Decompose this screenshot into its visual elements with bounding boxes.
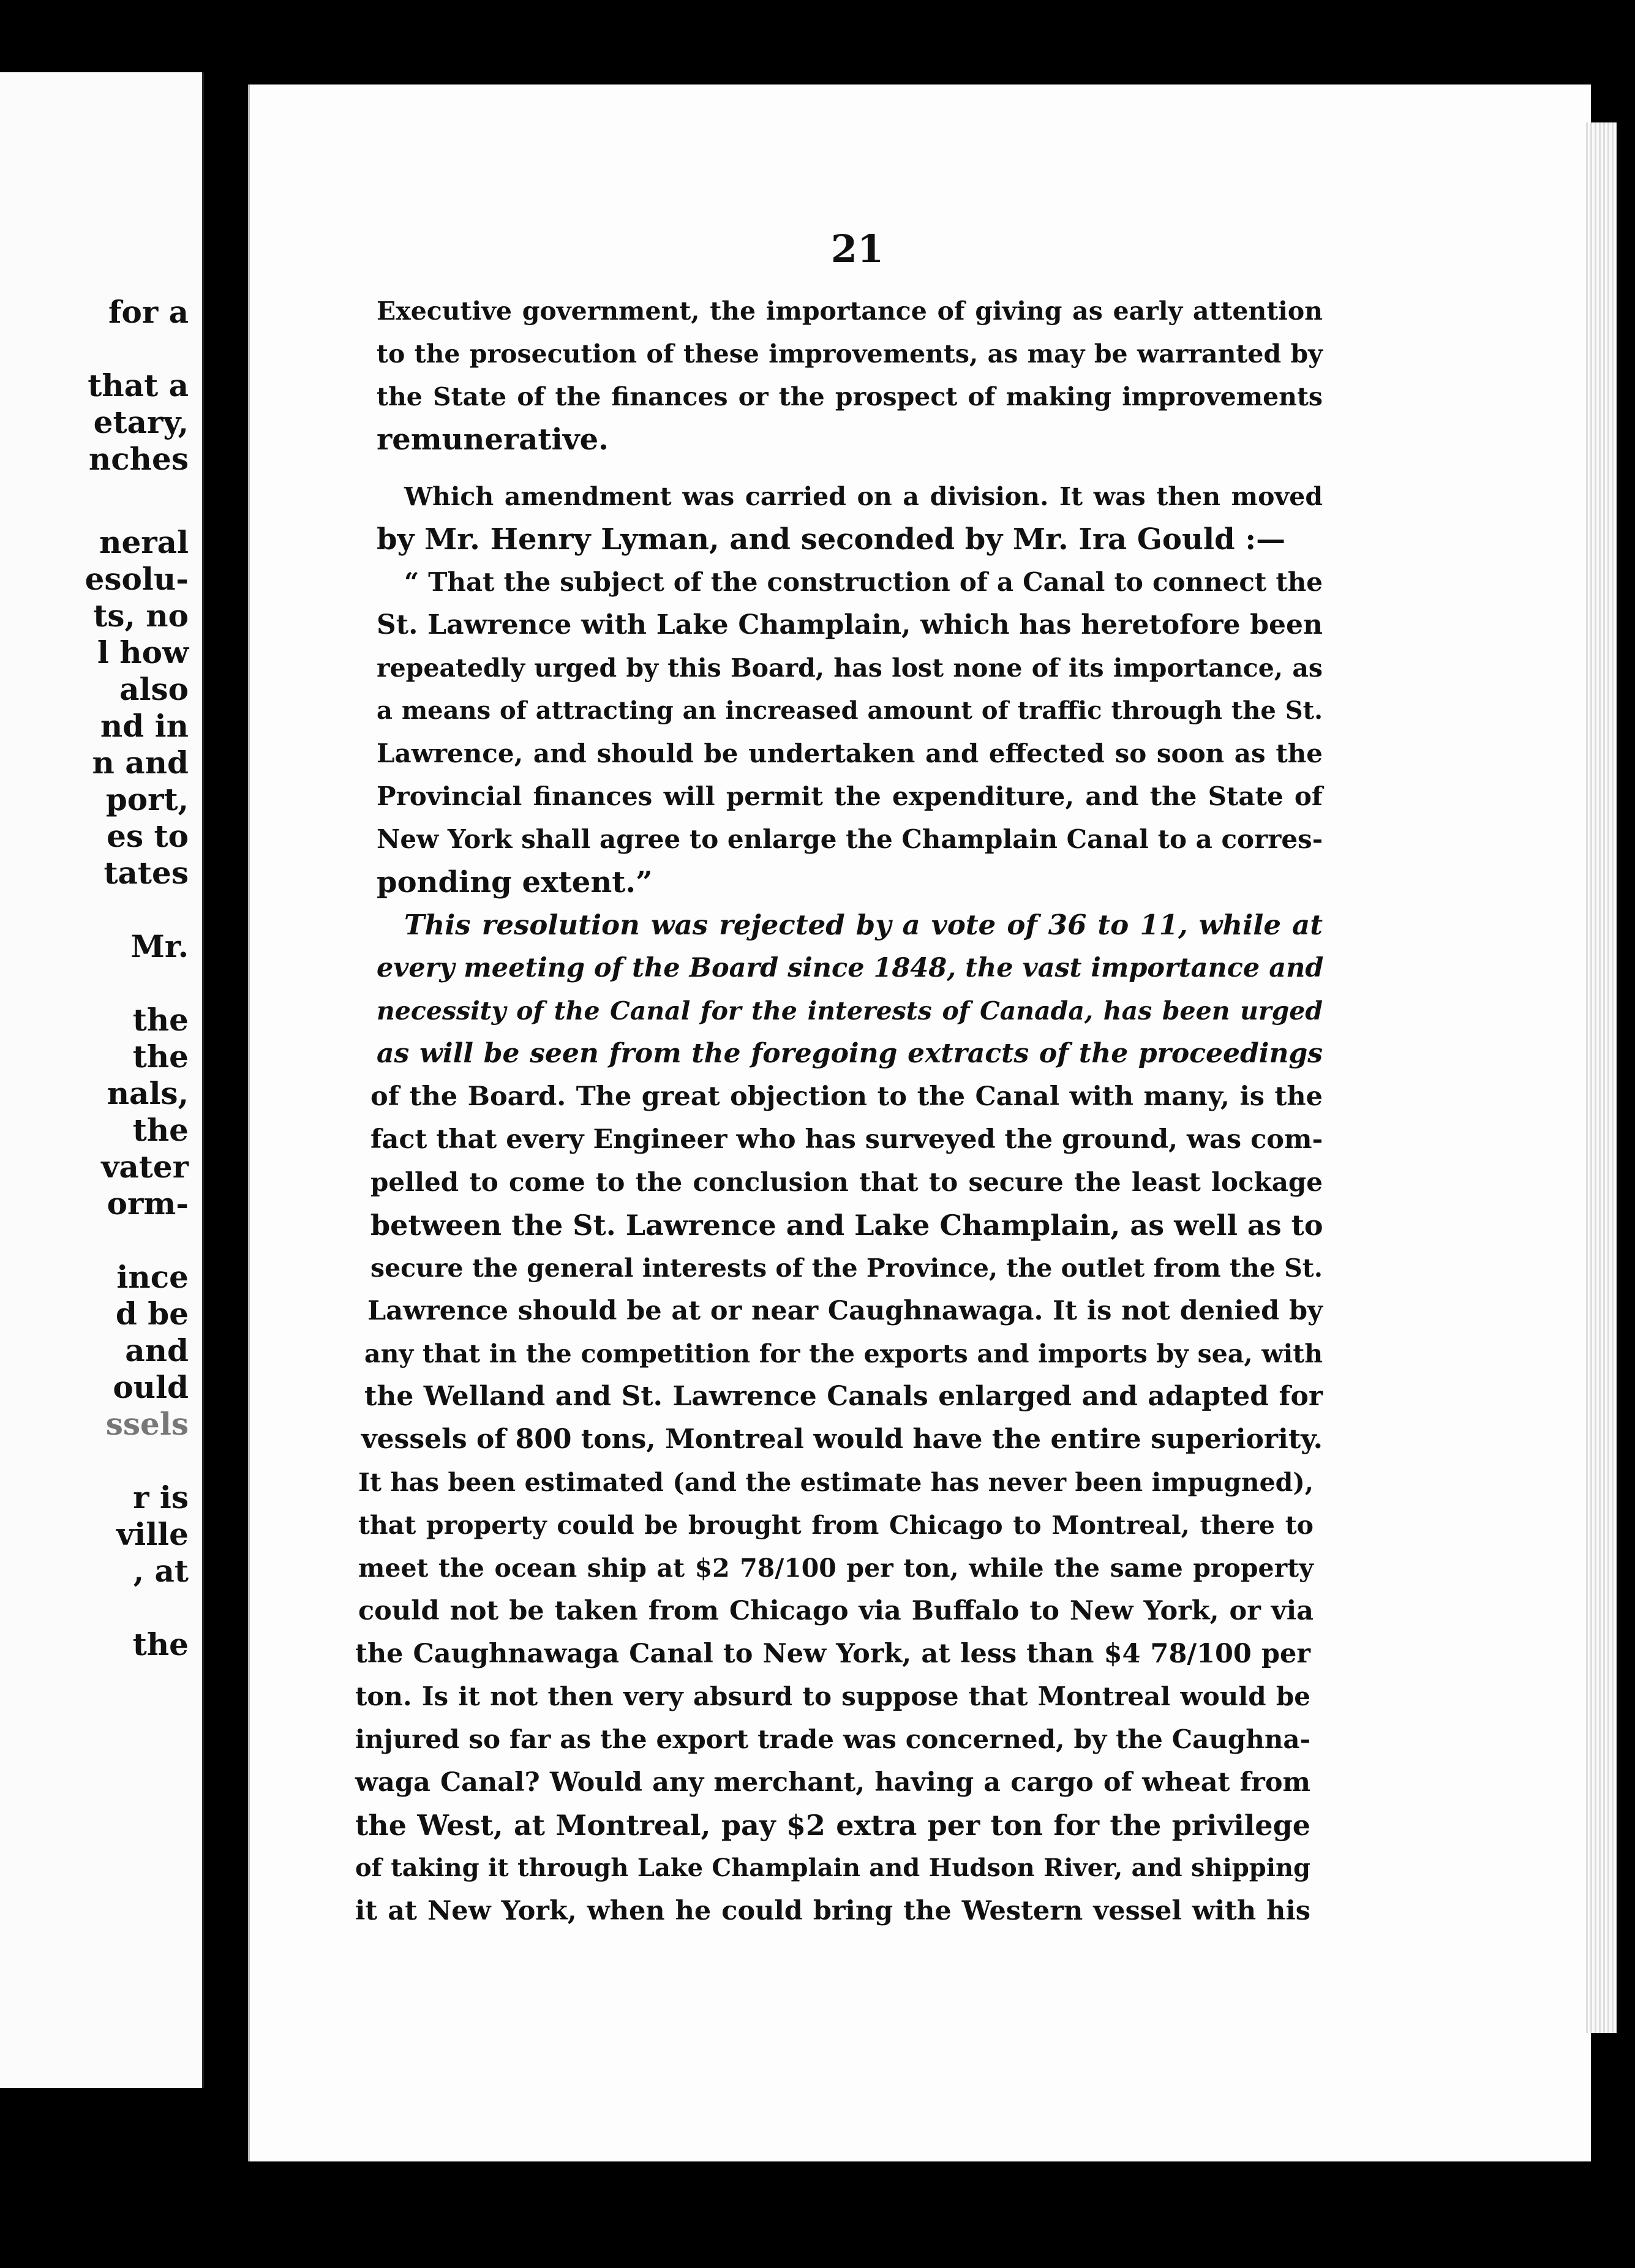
facing-page-text: and xyxy=(125,1332,189,1369)
text-line: Provincial finances will permit the expenditure, and the State of xyxy=(377,781,1323,811)
facing-page-text: also xyxy=(119,671,189,707)
text-line: ton. Is it not then very absurd to suppose that Montreal would be xyxy=(355,1681,1310,1711)
facing-page-text: nd in xyxy=(100,708,189,744)
facing-page-text: d be xyxy=(115,1296,189,1332)
text-line: between the St. Lawrence and Lake Champlain, as well as to xyxy=(370,1209,1323,1242)
facing-page-text: Mr. xyxy=(130,928,189,964)
text-line: Which amendment was carried on a division. It was then moved xyxy=(404,482,1323,511)
facing-page-text: the xyxy=(132,1112,189,1148)
facing-page-text: etary, xyxy=(93,404,189,440)
facing-page-text: the xyxy=(132,1002,189,1038)
facing-page-text: r is xyxy=(133,1479,189,1515)
text-line: the Welland and St. Lawrence Canals enlarged and adapted for xyxy=(364,1381,1323,1412)
text-line: Lawrence should be at or near Caughnawaga. It is not denied by xyxy=(367,1296,1323,1326)
text-line: of taking it through Lake Champlain and Hudson River, and shipping xyxy=(355,1853,1310,1882)
facing-page-text: ould xyxy=(113,1369,189,1405)
facing-page-text: nals, xyxy=(107,1075,189,1111)
text-line: any that in the competition for the exports and imports by sea, with xyxy=(364,1339,1323,1369)
facing-page-text: n and xyxy=(92,745,189,781)
text-line: of the Board. The great objection to the Canal with many, is the xyxy=(370,1081,1323,1112)
text-line: vessels of 800 tons, Montreal would have the entire superiority. xyxy=(361,1424,1323,1455)
facing-page-text: ville xyxy=(116,1516,189,1552)
text-line: meet the ocean ship at $2 78/100 per ton, while the same property xyxy=(358,1553,1314,1583)
text-line: the State of the finances or the prospect of making improvements xyxy=(377,382,1323,411)
text-line: St. Lawrence with Lake Champlain, which has heretofore been xyxy=(377,609,1323,640)
text-line: as will be seen from the foregoing extracts of the proceedings xyxy=(377,1038,1323,1069)
text-line: “ That the subject of the construction of a Canal to connect the xyxy=(404,567,1323,597)
facing-page-text: port, xyxy=(105,781,189,817)
facing-page-text: orm- xyxy=(107,1185,189,1222)
text-line: It has been estimated (and the estimate has never been impugned), xyxy=(358,1468,1314,1497)
facing-page-text: esolu- xyxy=(85,561,189,597)
text-line: every meeting of the Board since 1848, the vast importance and xyxy=(377,953,1324,983)
text-line: to the prosecution of these improvements, as may be warranted by xyxy=(377,339,1323,369)
facing-page-text: nches xyxy=(88,441,189,477)
facing-page-text: the xyxy=(132,1626,189,1662)
text-line: repeatedly urged by this Board, has lost none of its importance, as xyxy=(377,653,1323,683)
facing-page-text: ince xyxy=(116,1259,189,1295)
text-line: remunerative. xyxy=(377,422,609,457)
text-line: Executive government, the importance of giving as early attention xyxy=(377,296,1323,326)
text-line: injured so far as the export trade was concerned, by the Caughna- xyxy=(355,1724,1310,1754)
text-line: waga Canal? Would any merchant, having a cargo of wheat from xyxy=(355,1767,1310,1798)
facing-page-text: , at xyxy=(133,1553,189,1589)
text-line: could not be taken from Chicago via Buffalo to New York, or via xyxy=(358,1596,1314,1626)
facing-page xyxy=(0,72,204,2088)
text-line: secure the general interests of the Province, the outlet from the St. xyxy=(370,1253,1323,1283)
facing-page-text: vater xyxy=(101,1149,189,1185)
text-line: fact that every Engineer who has surveyed the ground, was com- xyxy=(370,1124,1323,1155)
facing-page-text: that a xyxy=(88,367,189,404)
text-line: ponding extent.” xyxy=(377,865,653,899)
facing-page-text: for a xyxy=(108,294,189,330)
text-line: the Caughnawaga Canal to New York, at less than $4 78/100 per xyxy=(355,1639,1310,1669)
text-line: it at New York, when he could bring the Western vessel with his xyxy=(355,1896,1310,1926)
text-line: a means of attracting an increased amount of traffic through the St. xyxy=(377,696,1323,725)
text-line: necessity of the Canal for the interests of Canada, has been urged xyxy=(377,996,1323,1026)
facing-page-text: ssels xyxy=(105,1406,189,1442)
text-line: by Mr. Henry Lyman, and seconded by Mr. Ira Gould :— xyxy=(377,522,1286,557)
facing-page-text: ts, no xyxy=(93,598,189,634)
text-line: that property could be brought from Chicago to Montreal, there to xyxy=(358,1511,1314,1540)
text-line: pelled to come to the conclusion that to secure the least lockage xyxy=(370,1167,1323,1197)
text-line: Lawrence, and should be undertaken and effected so soon as the xyxy=(377,738,1323,768)
text-line: This resolution was rejected by a vote of 36 to 11, while at xyxy=(404,909,1323,941)
facing-page-text: l how xyxy=(97,634,189,670)
facing-page-text: es to xyxy=(107,818,189,854)
facing-page-text: tates xyxy=(103,855,189,891)
text-line: the West, at Montreal, pay $2 extra per ton for the privilege xyxy=(355,1809,1310,1842)
page-edge xyxy=(1586,122,1617,2033)
page-number: 21 xyxy=(830,227,884,271)
facing-page-text: neral xyxy=(99,524,189,560)
text-line: New York shall agree to enlarge the Champlain Canal to a corres- xyxy=(377,824,1323,854)
facing-page-text: the xyxy=(132,1038,189,1075)
